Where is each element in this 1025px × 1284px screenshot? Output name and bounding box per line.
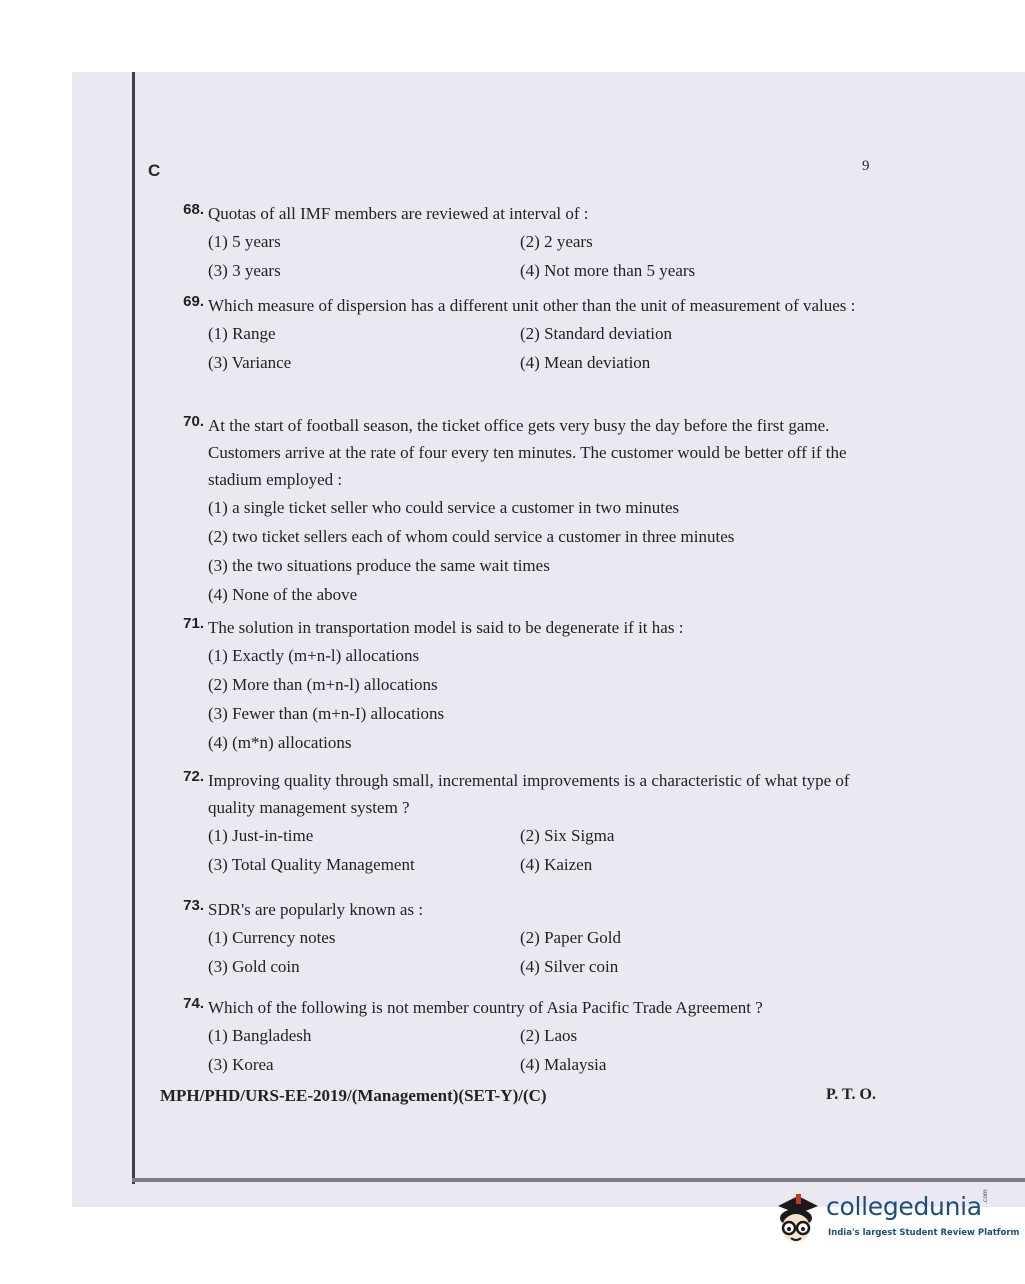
option-3: (3) 3 years — [208, 261, 281, 280]
question-71 — [160, 614, 870, 756]
option-3: (3) Gold coin — [208, 957, 300, 976]
option-3: (3) Korea — [208, 1055, 274, 1074]
options-grid — [208, 321, 870, 376]
question-number: 69. — [183, 293, 204, 310]
page-bottom-edge — [132, 1178, 1025, 1182]
options-grid — [208, 1023, 870, 1078]
question-69 — [160, 292, 870, 376]
page-number: 9 — [862, 158, 870, 174]
brand-tagline: India's largest Student Review Platform — [828, 1228, 1020, 1238]
option-2: (2) two ticket sellers each of whom could service a customer in three minutes — [208, 527, 735, 546]
option-4: (4) None of the above — [208, 585, 358, 604]
option-4: (4) Mean deviation — [520, 353, 651, 372]
question-text: Which of the following is not member country of Asia Pacific Trade Agreement ? — [208, 998, 763, 1017]
question-number: 71. — [183, 615, 204, 632]
question-number: 70. — [183, 413, 204, 430]
option-2: (2) 2 years — [520, 232, 593, 251]
option-2: (2) Laos — [520, 1026, 578, 1045]
question-number: 68. — [183, 201, 204, 218]
question-text: Quotas of all IMF members are reviewed at interval of : — [208, 204, 589, 223]
option-3: (3) Variance — [208, 353, 292, 372]
question-text: SDR's are popularly known as : — [208, 900, 424, 919]
option-1: (1) Exactly (m+n-l) allocations — [208, 646, 420, 665]
option-1: (1) Bangladesh — [208, 1026, 312, 1045]
option-3: (3) Total Quality Management — [208, 855, 415, 874]
question-text: At the start of football season, the ticket office gets very busy the day before the first game. Customers arrive at the rate of four every ten minutes. The customer would be better off if the stadium employed : — [208, 416, 847, 489]
paper-code-footer: MPH/PHD/URS-EE-2019/(Management)(SET-Y)/(C) — [160, 1086, 547, 1105]
brand-suffix: .com — [982, 1189, 989, 1204]
question-number: 73. — [183, 897, 204, 914]
option-1: (1) Currency notes — [208, 928, 336, 947]
question-74 — [160, 994, 870, 1078]
options-grid — [208, 823, 870, 878]
option-1: (1) Range — [208, 324, 276, 343]
question-text: Which measure of dispersion has a different unit other than the unit of measurement of values : — [208, 296, 856, 315]
option-2: (2) Standard deviation — [520, 324, 673, 343]
set-code: C — [148, 161, 161, 180]
options-list — [208, 643, 870, 756]
brand-name: collegedunia — [826, 1192, 982, 1221]
option-2: (2) Paper Gold — [520, 928, 622, 947]
question-70 — [160, 412, 870, 608]
binding-margin-line — [132, 72, 135, 1184]
question-number: 74. — [183, 995, 204, 1012]
options-grid — [208, 925, 870, 980]
option-1: (1) 5 years — [208, 232, 281, 251]
question-68 — [160, 200, 870, 284]
question-72 — [160, 767, 870, 878]
option-3: (3) Fewer than (m+n-I) allocations — [208, 704, 445, 723]
options-list — [208, 495, 870, 608]
option-4: (4) Silver coin — [520, 957, 619, 976]
options-grid — [208, 229, 870, 284]
collegedunia-watermark — [768, 1186, 1020, 1256]
option-1: (1) a single ticket seller who could service a customer in two minutes — [208, 498, 680, 517]
question-number: 72. — [183, 768, 204, 785]
option-1: (1) Just-in-time — [208, 826, 314, 845]
mascot-logo-icon — [768, 1192, 822, 1250]
question-text: The solution in transportation model is said to be degenerate if it has : — [208, 618, 684, 637]
option-4: (4) (m*n) allocations — [208, 733, 352, 752]
question-73 — [160, 896, 870, 980]
question-text: Improving quality through small, incremental improvements is a characteristic of what type of quality management system ? — [208, 771, 850, 817]
option-2: (2) Six Sigma — [520, 826, 615, 845]
option-4: (4) Kaizen — [520, 855, 593, 874]
option-4: (4) Malaysia — [520, 1055, 607, 1074]
pto-label: P. T. O. — [826, 1086, 876, 1103]
option-3: (3) the two situations produce the same wait times — [208, 556, 550, 575]
option-2: (2) More than (m+n-l) allocations — [208, 675, 438, 694]
option-4: (4) Not more than 5 years — [520, 261, 696, 280]
